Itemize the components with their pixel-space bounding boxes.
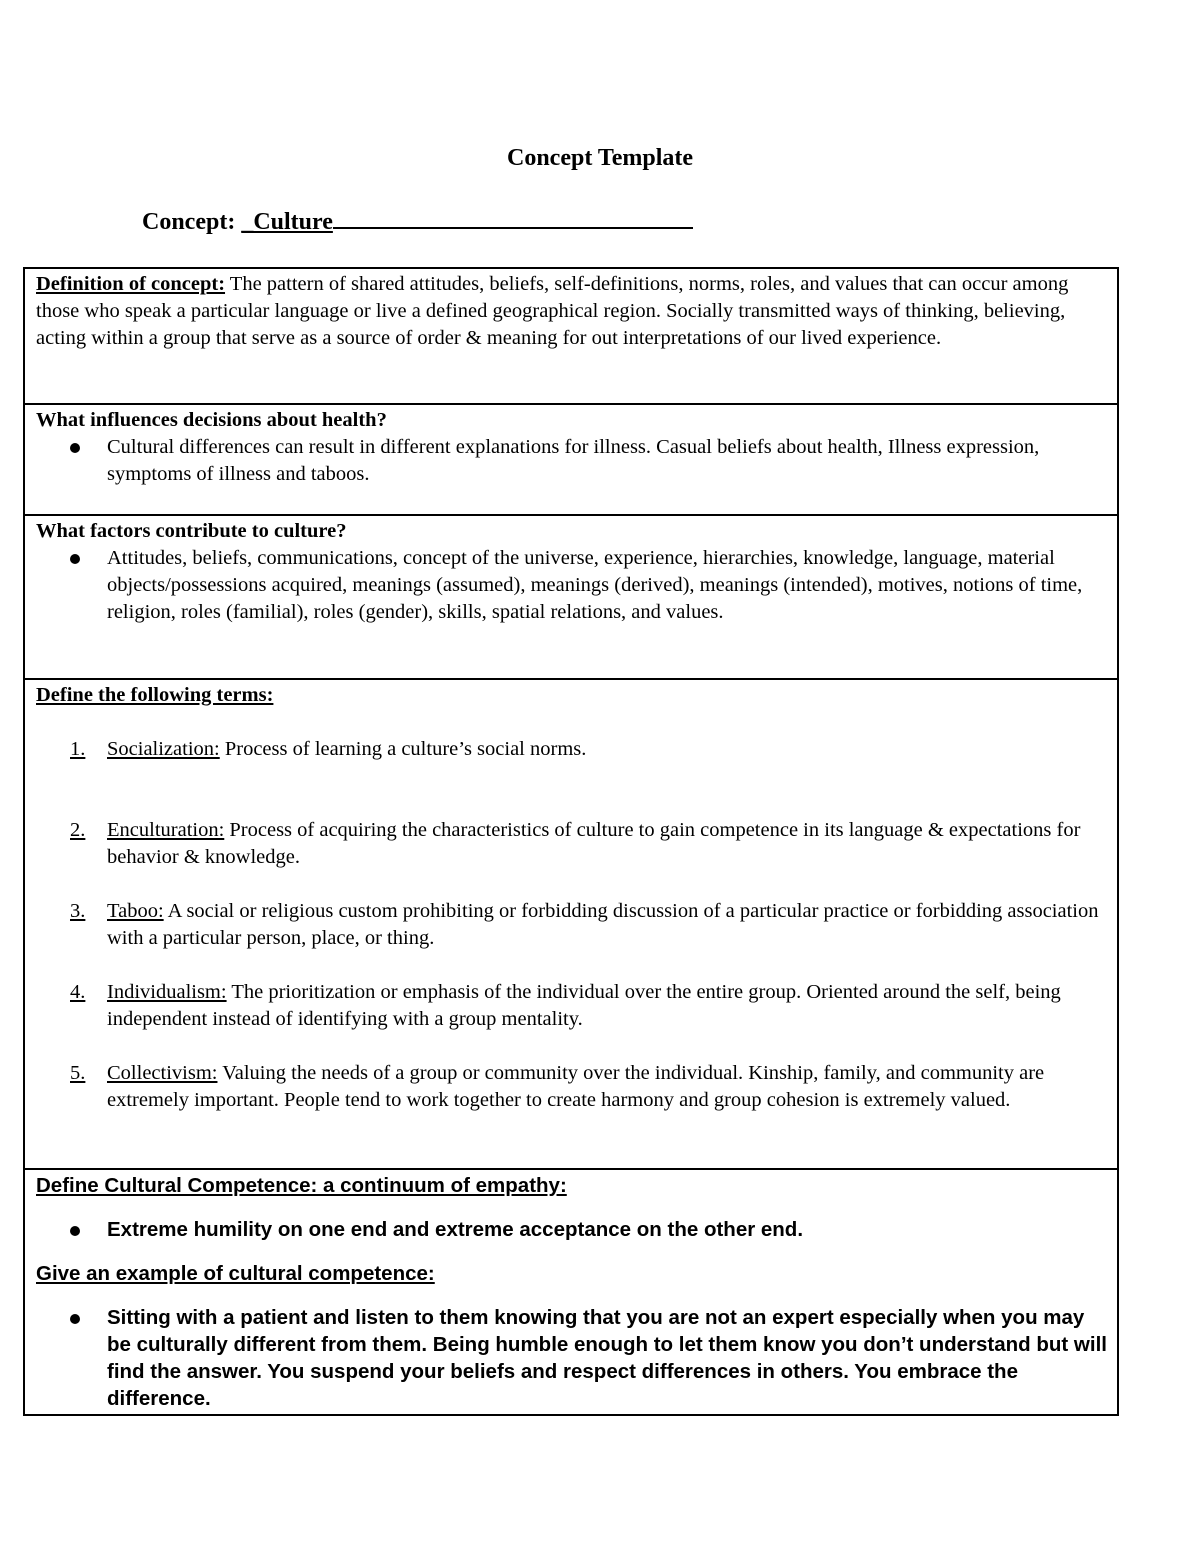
health-label: What influences decisions about health? <box>36 409 387 431</box>
competence-label: Define Cultural Competence: a continuum of empathy: <box>36 1174 567 1197</box>
term-number: 5. <box>70 1062 86 1084</box>
list-item <box>36 1060 1107 1114</box>
concept-line <box>142 206 693 238</box>
health-cell <box>24 404 1118 515</box>
list-item: Attitudes, beliefs, communications, concept of the universe, experience, hierarchies, knowledge, language, material objects/possessions acquired, meanings (assumed), meanings (derived), meanings (intended), motives, notions of time, religion, roles (familial), roles (gender), skills, spatial relations, and values. <box>36 545 1107 626</box>
example-list <box>36 1304 1107 1412</box>
term-name: Socialization: <box>107 738 220 760</box>
terms-cell <box>24 679 1118 1169</box>
term-number: 4. <box>70 981 86 1003</box>
list-item <box>36 979 1107 1033</box>
term-name: Individualism: <box>107 981 227 1003</box>
term-name: Taboo: <box>107 900 164 922</box>
term-name: Enculturation: <box>107 819 225 841</box>
concept-blank-line <box>333 207 693 229</box>
term-definition: A social or religious custom prohibiting or forbidding discussion of a particular practice or forbidding association with a particular person, place, or thing. <box>107 900 1099 949</box>
list-item <box>36 736 1107 763</box>
factors-list <box>36 545 1107 626</box>
list-item: Sitting with a patient and listen to them knowing that you are not an expert especially when you may be culturally different from them. Being humble enough to let them know you don’t understand but will find the answer. You suspend your beliefs and respect differences in others. You embrace the difference. <box>36 1304 1107 1412</box>
health-list <box>36 434 1107 488</box>
term-number: 1. <box>70 738 86 760</box>
list-item: Cultural differences can result in different explanations for illness. Casual beliefs about health, Illness expression, symptoms of illness and taboos. <box>36 434 1107 488</box>
health-row <box>24 404 1118 515</box>
definition-row <box>24 268 1118 404</box>
definition-text: The pattern of shared attitudes, beliefs, self-definitions, norms, roles, and values that can occur among those who speak a particular language or live a defined geographical region. Socially transmitted ways of thinking, believing, acting within a group that serve as a source of order & meaning for out interpretations of our lived experience. <box>36 273 1069 349</box>
concept-label: Concept: <box>142 209 236 235</box>
concept-value: _Culture <box>241 209 333 235</box>
factors-row <box>24 515 1118 679</box>
term-definition: The prioritization or emphasis of the individual over the entire group. Oriented around the self, being independent instead of identifying with a group mentality. <box>107 981 1061 1030</box>
competence-list <box>36 1216 1107 1243</box>
terms-list <box>36 736 1107 1114</box>
term-definition: Valuing the needs of a group or community over the individual. Kinship, family, and community are extremely important. People tend to work together to create harmony and group cohesion is extremely valued. <box>107 1062 1045 1111</box>
terms-row <box>24 679 1118 1169</box>
definition-cell <box>24 268 1118 404</box>
list-item <box>36 817 1107 871</box>
list-item <box>36 898 1107 952</box>
competence-row <box>24 1169 1118 1415</box>
factors-cell <box>24 515 1118 679</box>
definition-label: Definition of concept: <box>36 273 226 295</box>
term-name: Collectivism: <box>107 1062 218 1084</box>
competence-cell <box>24 1169 1118 1415</box>
list-item: Extreme humility on one end and extreme acceptance on the other end. <box>36 1216 1107 1243</box>
term-number: 3. <box>70 900 86 922</box>
example-label: Give an example of cultural competence: <box>36 1262 435 1285</box>
page-title: Concept Template <box>507 145 693 171</box>
terms-label: Define the following terms: <box>36 684 274 706</box>
concept-table <box>23 267 1119 1416</box>
term-definition: Process of learning a culture’s social norms. <box>224 738 587 760</box>
term-definition: Process of acquiring the characteristics of culture to gain competence in its language & expectations for behavior & knowledge. <box>107 819 1081 868</box>
factors-label: What factors contribute to culture? <box>36 520 347 542</box>
term-number: 2. <box>70 819 86 841</box>
